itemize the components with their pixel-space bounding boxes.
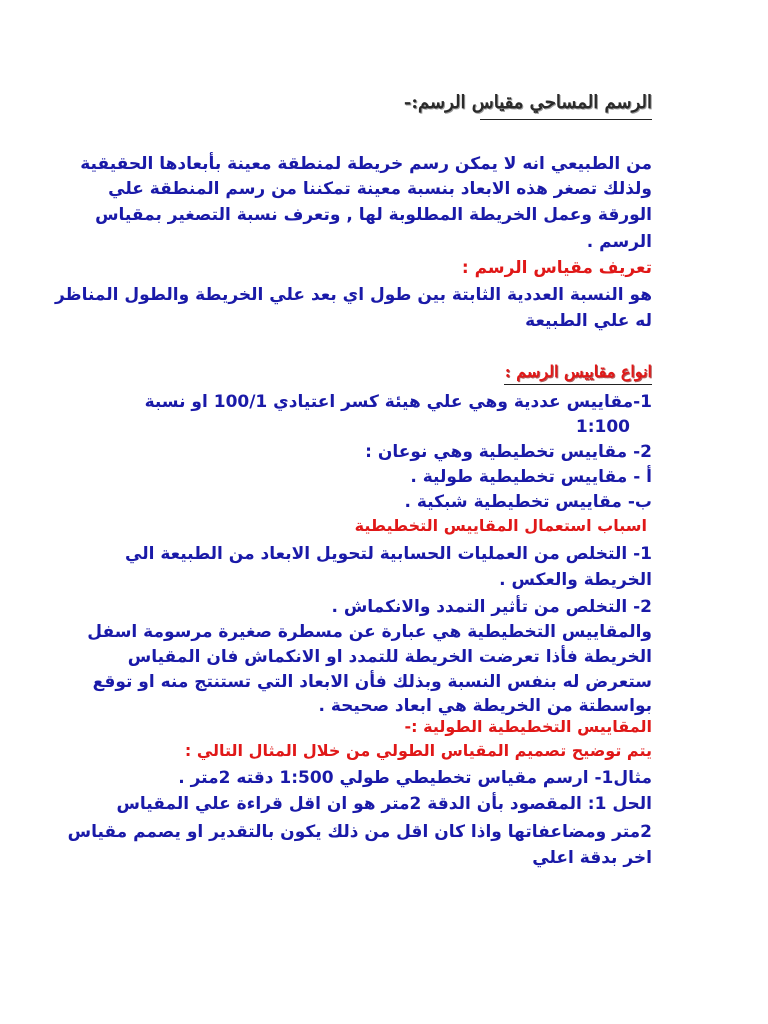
types-line-5: ب- مقاييس تخطيطية شبكية .	[404, 492, 652, 512]
definition-line-2: له علي الطبيعة	[525, 311, 652, 331]
example-line-1: مثال1- ارسم مقياس تخطيطي طولي 1:500 دقته 2متر .	[178, 768, 652, 788]
page-title: الرسم المساحي مقياس الرسم:-	[480, 92, 652, 120]
example-line-4: اخر بدقة اعلي	[532, 848, 652, 868]
types-line-1: 1-مقاييس عددية وهي علي هيئة كسر اعتيادي 100/1 او نسبة	[144, 392, 652, 412]
definition-heading: تعريف مقياس الرسم :	[461, 258, 652, 278]
reasons-line-5: الخريطة فأذا تعرضت الخريطة للتمدد او الانكماش فان المقياس	[127, 647, 652, 667]
definition-line-1: هو النسبة العددية الثابتة بين طول اي بعد علي الخريطة والطول المناظر	[54, 285, 652, 305]
intro-line-2: ولذلك تصغر هذه الابعاد بنسبة معينة تمكننا من رسم المنطقة علي	[108, 179, 652, 199]
example-line-3: 2متر ومضاعفاتها واذا كان اقل من ذلك يكون بالتقدير او يصمم مقياس	[67, 822, 652, 842]
example-line-2: الحل 1: المقصود بأن الدقة 2متر هو ان اقل قراءة علي المقياس	[116, 794, 652, 814]
intro-line-3: الورقة وعمل الخريطة المطلوبة لها , وتعرف نسبة التصغير بمقياس	[95, 205, 652, 225]
reasons-heading: اسباب استعمال المقاييس التخطيطية	[354, 516, 647, 535]
intro-line-4: الرسم .	[586, 232, 652, 252]
reasons-line-4: والمقاييس التخطيطية هي عبارة عن مسطرة صغيرة مرسومة اسفل	[87, 622, 652, 642]
types-line-2: 1:100	[575, 417, 630, 437]
types-line-4: أ - مقاييس تخطيطية طولية .	[410, 467, 652, 487]
types-line-3: 2- مقاييس تخطيطية وهي نوعان :	[365, 442, 652, 462]
reasons-line-2: الخريطة والعكس .	[499, 570, 652, 590]
reasons-line-1: 1- التخلص من العمليات الحسابية لتحويل الابعاد من الطبيعة الي	[125, 544, 652, 564]
types-heading: انواع مقاييس الرسم :	[504, 362, 652, 385]
intro-line-1: من الطبيعي انه لا يمكن رسم خريطة لمنطقة معينة بأبعادها الحقيقية	[80, 154, 652, 174]
reasons-line-7: بواسطتة من الخريطة هي ابعاد صحيحة .	[318, 696, 652, 716]
reasons-line-3: 2- التخلص من تأثير التمدد والانكماش .	[331, 597, 652, 617]
linear-scales-intro: يتم توضيح تصميم المقياس الطولي من خلال المثال التالي :	[184, 741, 652, 760]
linear-scales-heading: المقاييس التخطيطية الطولية :-	[404, 717, 652, 736]
reasons-line-6: ستعرض له بنفس النسبة وبذلك فأن الابعاد التي تستنتج منه او توقع	[92, 672, 652, 692]
